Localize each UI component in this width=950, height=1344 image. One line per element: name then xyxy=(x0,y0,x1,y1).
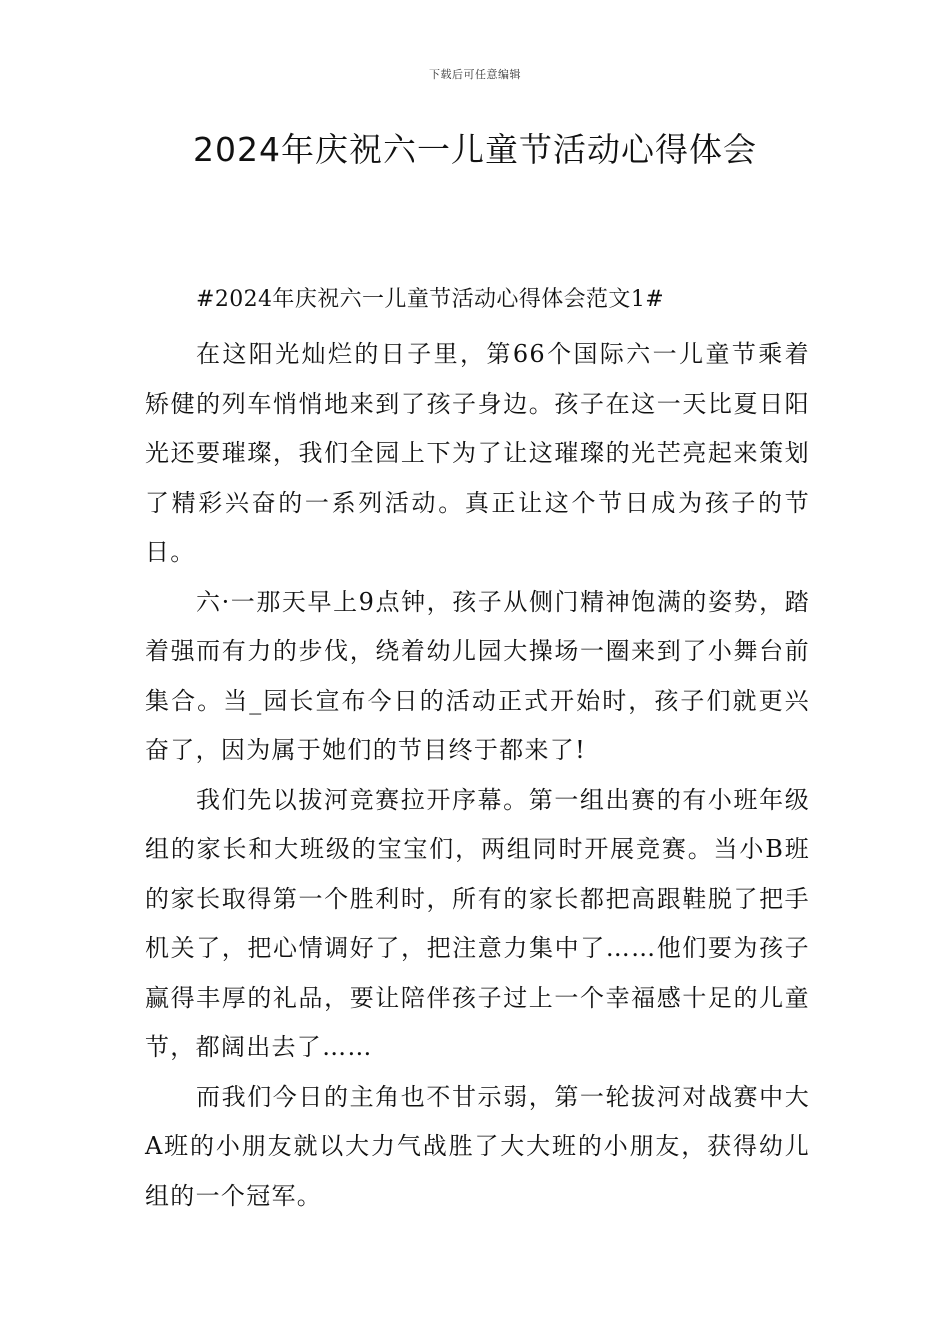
document-title: 2024年庆祝六一儿童节活动心得体会 xyxy=(193,130,757,169)
paragraph: 在这阳光灿烂的日子里，第66个国际六一儿童节乘着矫健的列车悄悄地来到了孩子身边。孩子在这一天比夏日阳光还要璀璨，我们全园上下为了让这璀璨的光芒亮起来策划了精彩兴奋的一系列活动。真正让这个节日成为孩子的节日。 xyxy=(145,340,810,566)
header-note: 下载后可任意编辑 xyxy=(429,68,521,81)
section-subtitle: #2024年庆祝六一儿童节活动心得体会范文1# xyxy=(196,287,665,312)
paragraph: 我们先以拔河竞赛拉开序幕。第一组出赛的有小班年级组的家长和大班级的宝宝们，两组同时开展竞赛。当小B班的家长取得第一个胜利时，所有的家长都把高跟鞋脱了把手机关了，把心情调好了，把注意力集中了……他们要为孩子赢得丰厚的礼品，要让陪伴孩子过上一个幸福感十足的儿童节，都阔出去了…… xyxy=(145,785,810,1061)
paragraph: 六·一那天早上9点钟，孩子从侧门精神饱满的姿势，踏着强而有力的步伐，绕着幼儿园大操场一圈来到了小舞台前集合。当_园长宣布今日的活动正式开始时，孩子们就更兴奋了，因为属于她们的节目终于都来了! xyxy=(145,587,810,764)
document-body xyxy=(145,280,810,1221)
paragraph: 而我们今日的主角也不甘示弱，第一轮拔河对战赛中大A班的小朋友就以大力气战胜了大大班的小朋友，获得幼儿组的一个冠军。 xyxy=(145,1082,810,1210)
